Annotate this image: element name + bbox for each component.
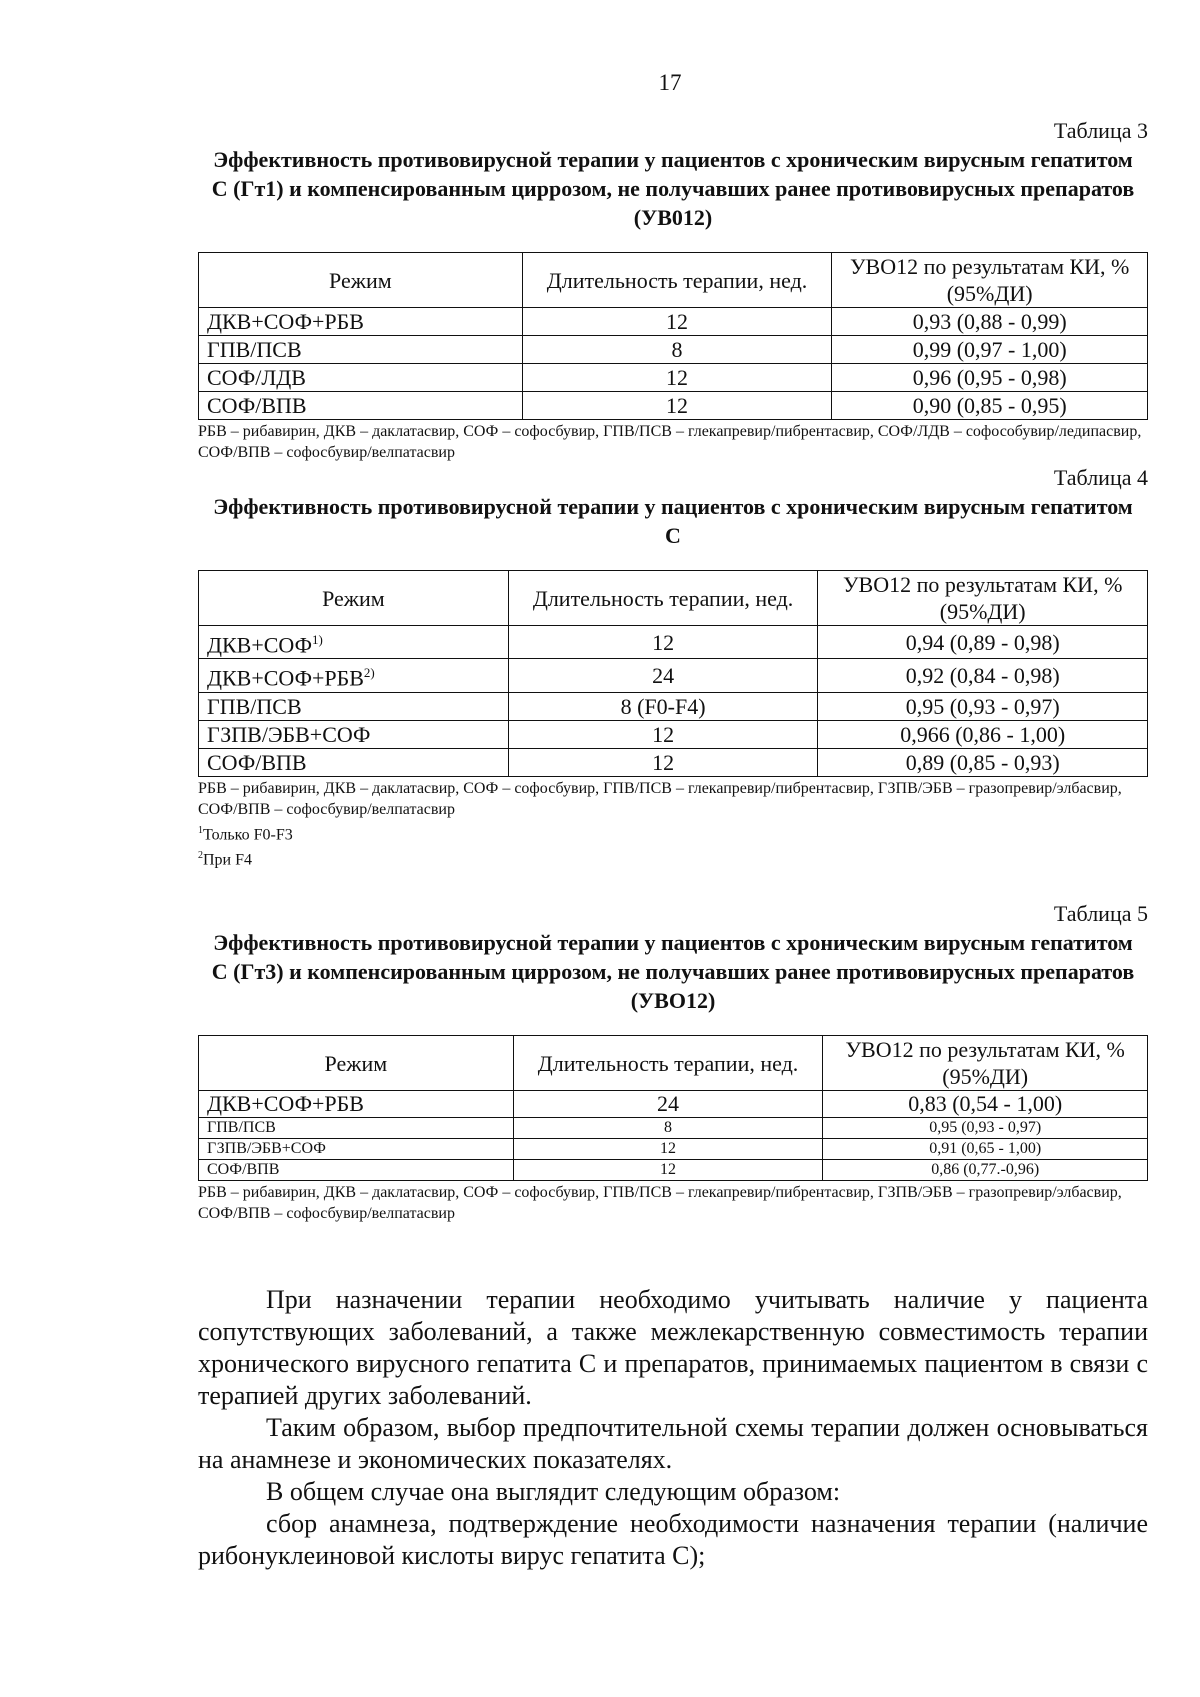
cell-svr: 0,92 (0,84 - 0,98) (818, 659, 1148, 692)
cell-regimen: СОФ/ВПВ (199, 748, 509, 776)
regimen-text: ДКВ+СОФ (207, 632, 312, 658)
cell-regimen: ДКВ+СОФ+РБВ (199, 1091, 514, 1118)
table-header-row (199, 571, 1148, 626)
cell-duration: 12 (508, 626, 818, 659)
cell-svr: 0,99 (0,97 - 1,00) (832, 336, 1148, 364)
paragraph: В общем случае она выглядит следующим образом: (266, 1477, 841, 1506)
table-5-title: Эффективность противовирусной терапии у пациентов с хроническим вирусным гепатитом С (Гт3) и компенсированным циррозом, не получавших ранее противовирусных препаратов (УВО12) (211, 930, 1135, 1013)
table-3-section (198, 118, 1148, 463)
cell-duration: 8 (F0-F4) (508, 692, 818, 720)
paragraph: При назначении терапии необходимо учитывать наличие у пациента сопутствующих заболеваний, а также межлекарственную совместимость терапии хронического вирусного гепатита С и препаратов, принимаемых пациентом в связи с терапией других заболеваний. (198, 1285, 1148, 1410)
header-svr: УВО12 по результатам КИ, % (95%ДИ) (818, 571, 1148, 626)
cell-duration: 24 (513, 1091, 823, 1118)
table-5-abbreviations: РБВ – рибавирин, ДКВ – даклатасвир, СОФ – софосбувир, ГПВ/ПСВ – глекапревир/пибрентасвир, ГЗПВ/ЭБВ – гразопревир/элбасвир, СОФ/ВПВ – софосбувир/велпатасвир (198, 1184, 1122, 1222)
table-row (199, 308, 1148, 336)
cell-duration: 12 (522, 392, 832, 420)
table-4-abbreviations: РБВ – рибавирин, ДКВ – даклатасвир, СОФ – софосбувир, ГПВ/ПСВ – глекапревир/пибрентасвир, ГЗПВ/ЭБВ – гразопревир/элбасвир, СОФ/ВПВ – софосбувир/велпатасвир (198, 779, 1122, 818)
footnote (198, 845, 1148, 870)
cell-regimen (199, 659, 509, 692)
cell-regimen: ГЗПВ/ЭБВ+СОФ (199, 720, 509, 748)
cell-duration: 12 (508, 748, 818, 776)
cell-regimen: ГПВ/ПСВ (199, 336, 523, 364)
page-number: 17 (658, 70, 682, 95)
table-3 (198, 252, 1148, 420)
table-5 (198, 1035, 1148, 1181)
table-3-abbreviations: РБВ – рибавирин, ДКВ – даклатасвир, СОФ – софосбувир, ГПВ/ПСВ – глекапревир/пибрентасвир, СОФ/ЛДВ – софособувир/ледипасвир, СОФ/ВПВ – софосбувир/велпатасвир (198, 423, 1142, 461)
cell-svr: 0,91 (0,65 - 1,00) (823, 1139, 1148, 1160)
header-svr: УВО12 по результатам КИ, % (95%ДИ) (823, 1036, 1148, 1091)
cell-regimen: ГПВ/ПСВ (199, 692, 509, 720)
cell-svr: 0,90 (0,85 - 0,95) (832, 392, 1148, 420)
cell-svr: 0,95 (0,93 - 0,97) (823, 1118, 1148, 1139)
cell-duration: 12 (513, 1139, 823, 1160)
cell-svr: 0,83 (0,54 - 1,00) (823, 1091, 1148, 1118)
cell-duration: 12 (522, 364, 832, 392)
cell-duration: 12 (513, 1160, 823, 1181)
footnote (198, 820, 1148, 845)
cell-regimen: ДКВ+СОФ+РБВ (199, 308, 523, 336)
table-header-row (199, 253, 1148, 308)
table-4-title: Эффективность противовирусной терапии у пациентов с хроническим вирусным гепатитом С (213, 494, 1133, 548)
footnote-marker: 1) (311, 632, 323, 647)
header-regimen: Режим (199, 1036, 514, 1091)
table-row (199, 626, 1148, 659)
table-4 (198, 570, 1148, 777)
header-regimen: Режим (199, 571, 509, 626)
body-text (198, 1284, 1148, 1572)
header-duration: Длительность терапии, нед. (508, 571, 818, 626)
cell-svr: 0,95 (0,93 - 0,97) (818, 692, 1148, 720)
header-svr: УВО12 по результатам КИ, % (95%ДИ) (832, 253, 1148, 308)
cell-svr: 0,96 (0,95 - 0,98) (832, 364, 1148, 392)
cell-svr: 0,89 (0,85 - 0,93) (818, 748, 1148, 776)
table-4-label: Таблица 4 (1053, 465, 1148, 490)
table-row (199, 692, 1148, 720)
table-row (199, 1139, 1148, 1160)
cell-regimen: ГЗПВ/ЭБВ+СОФ (199, 1139, 514, 1160)
table-5-label: Таблица 5 (1053, 901, 1148, 926)
table-3-title: Эффективность противовирусной терапии у пациентов с хроническим вирусным гепатитом С (Гт1) и компенсированным циррозом, не получавших ранее противовирусных препаратов (УВ012) (211, 147, 1135, 230)
cell-svr: 0,93 (0,88 - 0,99) (832, 308, 1148, 336)
cell-svr: 0,86 (0,77.-0,96) (823, 1160, 1148, 1181)
footnote-text: Только F0-F3 (203, 825, 293, 843)
cell-regimen: СОФ/ВПВ (199, 392, 523, 420)
table-row (199, 364, 1148, 392)
cell-duration: 12 (522, 308, 832, 336)
table-5-section (198, 901, 1148, 1224)
table-3-label: Таблица 3 (1053, 118, 1148, 143)
table-row (199, 336, 1148, 364)
table-row (199, 1118, 1148, 1139)
table-row (199, 659, 1148, 692)
table-row (199, 748, 1148, 776)
paragraph: сбор анамнеза, подтверждение необходимости назначения терапии (наличие рибонуклеиновой кислоты вирус гепатита С); (198, 1509, 1148, 1570)
cell-regimen (199, 626, 509, 659)
header-regimen: Режим (199, 253, 523, 308)
cell-svr: 0,966 (0,86 - 1,00) (818, 720, 1148, 748)
footnote-text: При F4 (203, 851, 253, 869)
cell-duration: 8 (522, 336, 832, 364)
table-4-section (198, 465, 1148, 870)
table-row (199, 1160, 1148, 1181)
cell-regimen: СОФ/ВПВ (199, 1160, 514, 1181)
footnote-mark: 1 (198, 824, 203, 836)
footnote-mark: 2 (198, 849, 203, 861)
cell-regimen: ГПВ/ПСВ (199, 1118, 514, 1139)
cell-svr: 0,94 (0,89 - 0,98) (818, 626, 1148, 659)
paragraph: Таким образом, выбор предпочтительной схемы терапии должен основываться на анамнезе и экономических показателях. (198, 1413, 1148, 1474)
header-duration: Длительность терапии, нед. (513, 1036, 823, 1091)
table-row (199, 1091, 1148, 1118)
cell-duration: 24 (508, 659, 818, 692)
regimen-text: ДКВ+СОФ+РБВ (207, 665, 364, 691)
cell-duration: 8 (513, 1118, 823, 1139)
cell-regimen: СОФ/ЛДВ (199, 364, 523, 392)
cell-duration: 12 (508, 720, 818, 748)
table-header-row (199, 1036, 1148, 1091)
table-row (199, 392, 1148, 420)
header-duration: Длительность терапии, нед. (522, 253, 832, 308)
footnote-marker: 2) (363, 665, 375, 681)
table-row (199, 720, 1148, 748)
